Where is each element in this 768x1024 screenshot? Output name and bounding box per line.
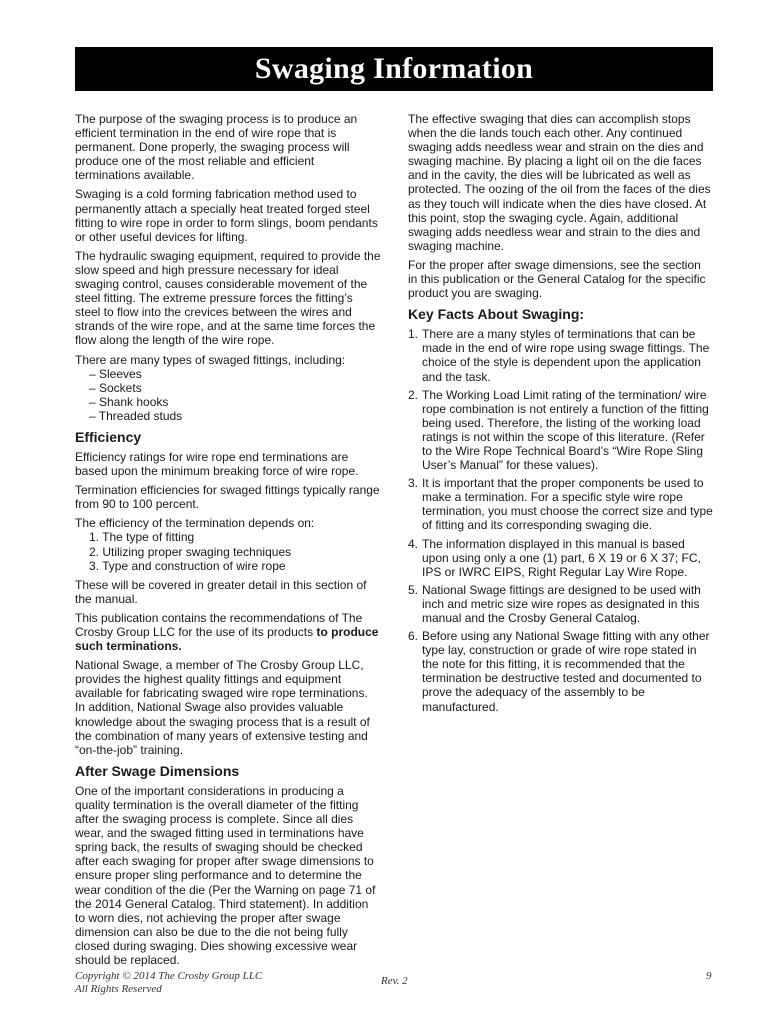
fact-number: 3. [408,476,419,491]
fact-text: It is important that the proper components be used to make a termination. For a specific style wire rope termination, you must choose the correct size and type of fitting and its corresponding swaging die. [422,476,713,533]
list-item [408,583,713,625]
title-banner [75,47,713,91]
list-item: – Threaded studs [89,408,183,423]
fact-text: Before using any National Swage fitting with any other type lay, construction or grade of wire rope stated in the note for this fitting, it is recommended that the termination be destructive tested and documented to prove the adequacy of the assembly to be manufactured. [422,629,710,714]
page-number: 9 [706,970,712,982]
list-item: – Sockets [89,380,142,395]
key-facts-list [408,327,713,713]
list-item: – Shank hooks [89,394,169,409]
list-item [408,537,713,579]
intro-paragraph-2: Swaging is a cold forming fabrication method used to permanently attach a specially heat treated forged steel fitting to wire rope in order to form slings, boom pendants or other useful devices for lifting. [75,187,378,244]
after-swage-heading: After Swage Dimensions [75,762,240,779]
page-title: Swaging Information [254,52,534,85]
fact-number: 5. [408,582,419,597]
copyright-text: Copyright © 2014 The Crosby Group LLC [75,970,263,982]
fact-text: The Working Load Limit rating of the termination/ wire rope combination is not entirely a function of the fitting being used. Therefore, the listing of the working load ratings is not within the scope of this literature. (Refer to the Wire Rope Technical Board’s “Wire Rope Sling User’s Manual” for these values). [422,387,709,473]
fact-number: 1. [408,327,419,342]
list-item [408,388,713,473]
list-item: 3. Type and construction of wire rope [89,558,286,573]
fitting-types-intro: There are many types of swaged fittings, including: [75,352,346,367]
right-paragraph-1: The effective swaging that dies can accomplish stops when the die lands touch each other. Any continued swaging adds needless wear and strain on the dies and swaging machine. By placing a light oil on the die faces and in the cavity, the dies will be lubricated as well as protected. The oozing of the oil from the faces of the dies as they touch will indicate when the dies have closed. At this point, stop the swaging cycle. Again, additional swaging adds needless wear and strain to the dies and swaging machine. [408,112,711,253]
right-paragraph-2: For the proper after swage dimensions, see the section in this publication or the General Catalog for the specific product you are swaging. [408,257,706,301]
copyright-footer [75,970,262,996]
list-item [408,629,713,714]
after-swage-paragraph: One of the important considerations in producing a quality termination is the overall diameter of the fitting after the swaging process is complete. Since all dies wear, and the swaged fitting used in terminations have spring back, the results of swaging should be checked after each swaging for proper after swage dimensions to ensure proper sling performance and to determine the wear condition of the die (Per the Warning on page 71 of the 2014 General Catalog. Third statement). In addition to worn dies, not achieving the proper after swage dimension can also be due to the die not being fully closed during swaging. Dies showing excessive wear should be replaced. [75,783,376,967]
fact-text: There are a many styles of terminations that can be made in the end of wire rope using swage fittings. The choice of the style is dependent upon the application and the task. [422,327,710,384]
intro-paragraph-1: The purpose of the swaging process is to produce an efficient termination in the end of wire rope that is permanent. Done properly, the swaging process will produce one of the most reliable and efficient terminations available. [75,112,358,183]
left-column [75,112,381,972]
efficiency-paragraph-4: These will be covered in greater detail in this section of the manual. [75,577,367,606]
right-column [408,112,713,718]
revision-label: Rev. 2 [381,975,408,987]
fact-text: The information displayed in this manual is based upon using only a one (1) part, 6 X 19 or 6 X 37; FC, IPS or IWRC EIPS, Right Regular Lay Wire Rope. [422,536,701,579]
efficiency-heading: Efficiency [75,428,142,445]
fitting-types-list [75,367,381,423]
fact-number: 2. [408,387,419,402]
efficiency-paragraph-1: Efficiency ratings for wire rope end terminations are based upon the minimum breaking force of wire rope. [75,449,359,479]
intro-paragraph-3: The hydraulic swaging equipment, required to provide the slow speed and high pressure necessary for ideal swaging control, causes considerable movement of the steel fitting. The extreme pressure forces the fitting’s steel to flow into the crevices between the wires and strands of the wire rope, and at the same time forces the flow along the length of the wire rope. [75,248,381,348]
list-item [408,327,713,383]
efficiency-paragraph-5-text: This publication contains the recommendations of The Crosby Group LLC for the use of its products [75,610,363,639]
efficiency-paragraph-2: Termination efficiencies for swaged fittings typically range from 90 to 100 percent. [75,483,380,512]
list-item: – Sleeves [89,366,142,381]
fact-number: 6. [408,629,419,644]
fact-text: National Swage fittings are designed to be used with inch and metric size wire ropes as designated in this manual and the Crosby General Catalog. [422,582,701,625]
rights-text: All Rights Reserved [75,983,162,995]
efficiency-paragraph-5-emphasis: to produce such terminations. [75,625,379,654]
fact-number: 4. [408,536,419,551]
efficiency-paragraph-3: The efficiency of the termination depends on: [75,516,315,531]
list-item: 2. Utilizing proper swaging techniques [89,544,292,559]
list-item [408,476,713,532]
efficiency-factors-list [75,530,381,572]
efficiency-paragraph-5 [75,611,381,653]
efficiency-paragraph-6: National Swage, a member of The Crosby Group LLC, provides the highest quality fittings and equipment available for fabricating swaged wire rope terminations. In addition, National Swage also provides valuable knowledge about the swaging process that is a result of the combination of many years of extensive testing and “on-the-job” training. [75,658,370,757]
key-facts-heading: Key Facts About Swaging: [408,306,585,323]
list-item: 1. The type of fitting [89,530,195,545]
